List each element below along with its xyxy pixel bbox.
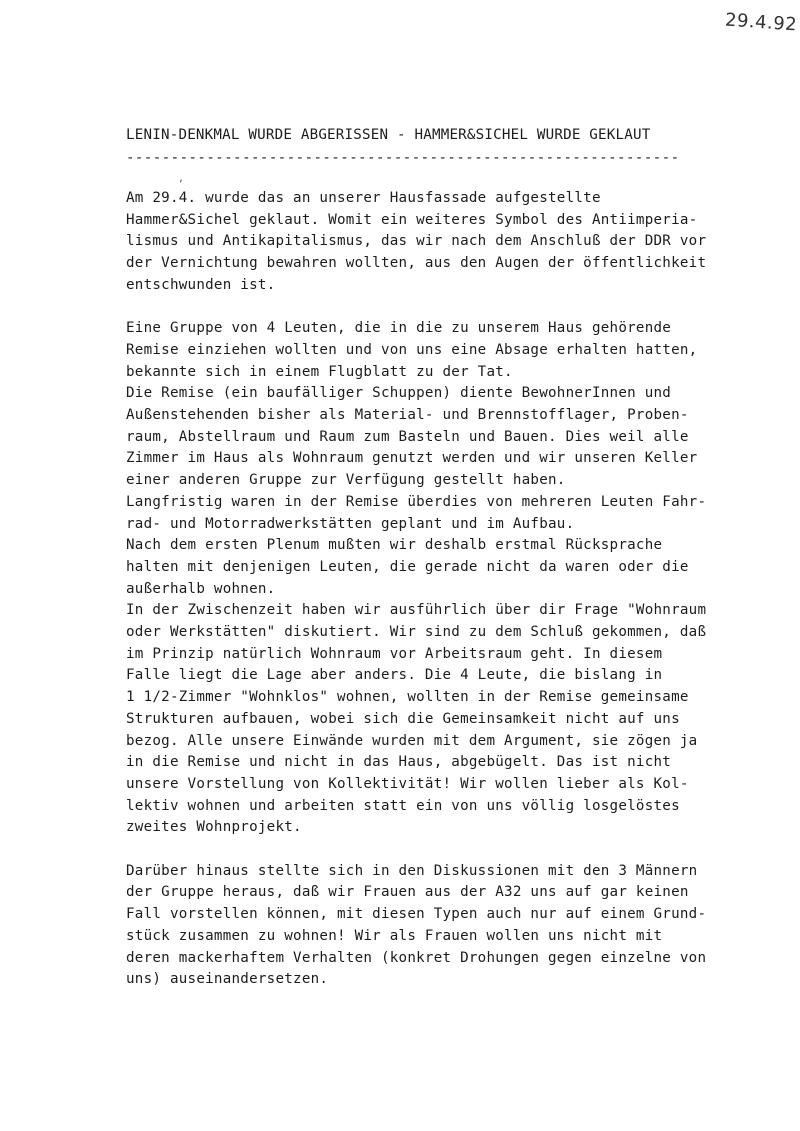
text-line: zweites Wohnprojekt. [126,819,302,836]
paragraph-gap [126,297,776,319]
text-line: der Vernichtung bewahren wollten, aus den Augen der öffentlichkeit [126,255,707,272]
stray-mark: , [178,173,185,184]
text-line: außerhalb wohnen. [126,580,276,597]
text-line: lektiv wohnen und arbeiten statt ein von uns völlig losgelöstes [126,797,680,814]
document-body [126,188,776,991]
paragraph-2 [126,318,776,839]
text-line: Außenstehenden bisher als Material- und Brennstofflager, Proben- [126,407,689,424]
text-line: Langfristig waren in der Remise überdies von mehreren Leuten Fahr- [126,493,707,510]
text-line: unsere Vorstellung von Kollektivität! Wir wollen lieber als Kol- [126,775,689,792]
text-line: bekannte sich in einem Flugblatt zu der Tat. [126,363,513,380]
paragraph-gap [126,839,776,861]
text-line: deren mackerhaftem Verhalten (konkret Drohungen gegen einzelne von [126,949,707,966]
text-line: Am 29.4. wurde das an unserer Hausfassade aufgestellte [126,190,601,206]
paragraph-3 [126,861,776,991]
title-underline: -------------------------------------------------------------- [126,150,680,166]
text-line: Falle liegt die Lage aber anders. Die 4 Leute, die bislang in [126,667,663,684]
text-line: 1 1/2-Zimmer "Wohnklos" wohnen, wollten in der Remise gemeinsame [126,689,689,706]
text-line: halten mit denjenigen Leuten, die gerade nicht da waren oder die [126,558,689,575]
text-line: Strukturen aufbauen, wobei sich die Gemeinsamkeit nicht auf uns [126,710,680,727]
text-line: rad- und Motorradwerkstätten geplant und im Aufbau. [126,515,575,532]
text-line: uns) auseinandersetzen. [126,971,329,988]
text-line: In der Zwischenzeit haben wir ausführlich über dir Frage "Wohnraum [126,602,707,619]
text-line: im Prinzip natürlich Wohnraum vor Arbeitsraum geht. In diesem [126,645,663,662]
text-line: stück zusammen zu wohnen! Wir als Frauen wollen uns nicht mit [126,927,663,944]
text-line: Die Remise (ein baufälliger Schuppen) diente BewohnerInnen und [126,385,672,402]
text-line: entschwunden ist. [126,276,276,293]
text-line: Fall vorstellen können, mit diesen Typen auch nur auf einem Grund- [126,906,707,923]
text-line: Remise einziehen wollten und von uns eine Absage erhalten hatten, [126,341,698,358]
paragraph-1 [126,188,776,297]
document-title: LENIN-DENKMAL WURDE ABGERISSEN - HAMMER&SICHEL WURDE GEKLAUT [126,127,651,143]
text-line: Nach dem ersten Plenum mußten wir deshalb erstmal Rücksprache [126,537,663,554]
text-line: bezog. Alle unsere Einwände wurden mit dem Argument, sie zögen ja [126,732,698,749]
text-line: Zimmer im Haus als Wohnraum genutzt werden und wir unseren Keller [126,450,698,467]
handwritten-date-note: 29.4.92 [724,9,798,36]
text-line: Hammer&Sichel geklaut. Womit ein weiteres Symbol des Antiimperia- [126,211,698,228]
text-line: in die Remise und nicht in das Haus, abgebügelt. Das ist nicht [126,754,672,771]
text-line: einer anderen Gruppe zur Verfügung gestellt haben. [126,472,566,489]
text-line: Darüber hinaus stellte sich in den Diskussionen mit den 3 Männern [126,862,698,879]
text-line: Eine Gruppe von 4 Leuten, die in die zu unserem Haus gehörende [126,320,672,337]
text-line: der Gruppe heraus, daß wir Frauen aus der A32 uns auf gar keinen [126,884,689,901]
text-line: oder Werkstätten" diskutiert. Wir sind zu dem Schluß gekommen, daß [126,624,707,641]
text-line: raum, Abstellraum und Raum zum Basteln und Bauen. Dies weil alle [126,428,689,445]
text-line: lismus und Antikapitalismus, das wir nach dem Anschluß der DDR vor [126,233,707,250]
